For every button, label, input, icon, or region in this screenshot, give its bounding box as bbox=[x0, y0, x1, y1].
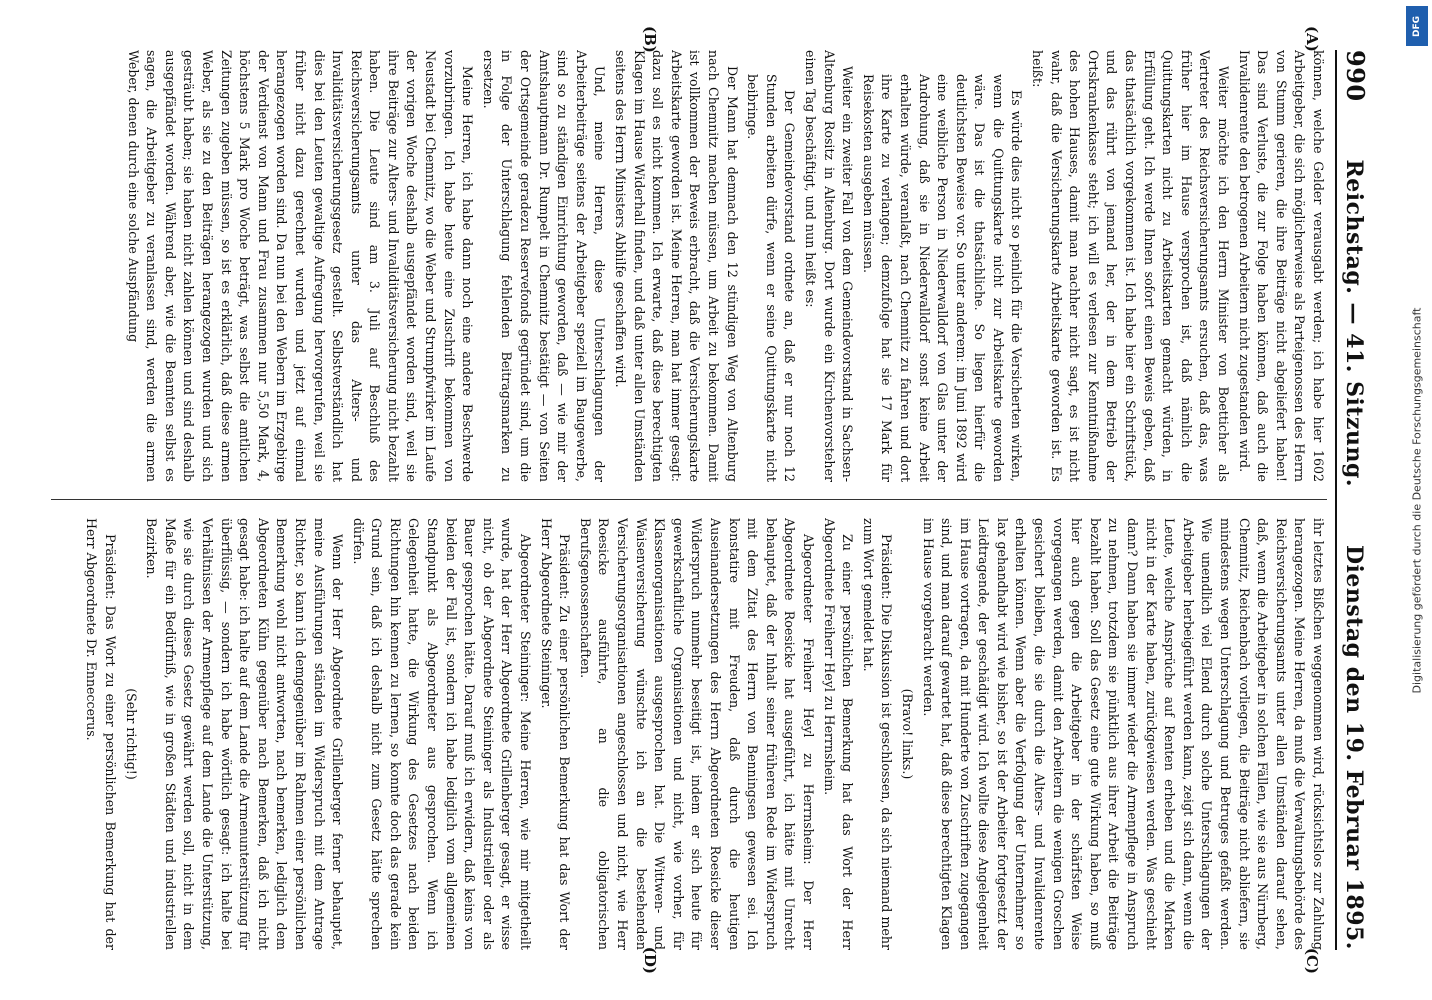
column-divider bbox=[51, 499, 1327, 500]
paragraph: Zu einer persönlichen Bemerkung hat das Wort der Herr Abgeordnete Freiherr Heyl zu Herrnsheim. bbox=[821, 518, 856, 950]
margin-mark-b: (B) bbox=[641, 26, 659, 53]
interjection: (Bravo! links.) bbox=[899, 688, 915, 780]
session-title: Reichstag. — 41. Sitzung. bbox=[1341, 159, 1367, 488]
paragraph: Meine Herren, ich habe dann noch eine andere Beschwerde vorzubringen. Ich habe heute eine Zuschrift bekommen von Neustadt bei Chemnitz, wo die Weber und Strumpfwirker im Laufe der vorigen Woche deshalb ausgepfändet worden sind, weil sie ihre Beiträge zur Alters- und Invaliditätsversicherung nicht bezahlt haben. Die Leute sind am 3. Juli auf Beschluß des Reichsversicherungsamts unter das Alters- und Invaliditätsversicherungsgesetz gestellt. Selbstverständlich hat dies bei den Leuten gewaltige Aufregung hervorgerufen, weil sie früher nicht dazu gerechnet wurden und jetzt auf einmal herangezogen worden sind. Da nun bei den Webern im Erzgebirge der Verdienst von Mann und Frau zusammen nur 5,50 Mark, 4, höchstens 5 Mark pro Woche beträgt, was selbst die amtlichen Zeitungen zugeben müssen, so ist es erklärlich, daß diese armen Weber, als sie zu den Beiträgen herangezogen wurden und sich gesträubt haben; sie haben nicht zahlen können und sind deshalb ausgepfändet worden. Während aber, wie die Beamten selbst es sagen, die Arbeitgeber zu veranlassen sind, werden die armen Weber, denen durch eine solche Auspfändung bbox=[125, 50, 476, 482]
paragraph: Weiter möchte ich den Herrn Minister von Boetticher als Vertreter des Reichsversicherungsamts ersuchen, daß das, was früher hier im Hause versprochen ist, daß nämlich die Quittungskarten nicht zu Arbeitskarten gemacht würden, in Erfüllung geht. Ich werde Ihnen sofort einen Beweis geben, daß das thatsächlich vorgekommen ist. Ich habe hier ein Schriftstück, und das rührt von jemand her, der in dem Betrieb der Ortskrankenkasse steht; ich will es verlesen zur Kenntnißnahme des hohen Hauses, damit man nachher nicht sagt, es ist nicht wahr, daß die Versicherungskarte Arbeitskarte geworden ist. Es heißt: bbox=[1030, 50, 1232, 482]
page-number: 990 bbox=[1341, 50, 1370, 102]
margin-mark-d: (D) bbox=[641, 946, 659, 974]
quoted-paragraph: Es würde dies nicht so peinlich für die Versicherten wirken, wenn die Quittungskarte nicht zur Arbeitskarte geworden wäre. Das ist die thatsächliche. So liegen hierfür die deutlichsten Beweise vor. So unter anderem: im Juni 1892 wird eine weibliche Person in Niederwalldorf von Glas unter der Androhung, daß sie in Niederwalldorf sonst keine Arbeit erhalten würde, veranlaßt, nach Chemnitz zu fahren und dort ihre Karte zu verlangen; demzufolge hat sie 17 Mark für Reisekosten ausgeben müssen. bbox=[860, 74, 1025, 482]
margin-mark-c: (C) bbox=[1303, 947, 1321, 974]
interjection: (Sehr richtig!) bbox=[123, 688, 139, 780]
paragraph: Abgeordneter Steininger: Meine Herren, wie mir mitgetheilt wurde, hat der Herr Abgeordnete Grillenberger gesagt, er wisse nicht, ob der Abgeordnete Steininger als Industrieller oder als Bauer gesprochen hätte. Darauf muß ich erwidern, daß keins von beiden der Fall ist, sondern ich habe lediglich vom allgemeinen Standpunkt als Abgeordneter aus gesprochen. Wenn ich Gelegenheit hatte, die Wirkung des Gesetzes nach beiden Richtungen hin kennen zu lernen, so konnte doch das gerade kein Grund sein, daß ich deshalb nicht zum Gesetz hätte sprechen dürfen. bbox=[350, 518, 534, 950]
quoted-paragraph: Der Gemeindevorstand ordnete an, daß er nur noch 12 Stunden arbeiten dürfe, wenn er seine Quittungskarte nicht beibringe. bbox=[745, 74, 798, 482]
left-column bbox=[51, 50, 1327, 482]
rotated-page bbox=[41, 20, 1391, 980]
paragraph: Wenn der Herr Abgeordnete Grillenberger ferner behauptet, meine Ausführungen ständen im Widerspruch mit dem Antrage Richter, so kann ich demgegenüber im Rahmen einer persönlichen Bemerkung wohl nicht antworten, nach bemerken, lediglich dem Abgeordneten Kühn gegenüber nach Bemerken, daß ich nicht gesagt habe: ich halte auf dem Lande die Armenunterstützung für überflüssig, — sondern ich habe wörtlich gesagt: ich halte bei Verhältnissen der Armenpflege auf dem Lande die Unterstützung, wie sie durch dieses Gesetz gewährt werden soll, nicht in dem Maße für ein Bedürfniß, wie in großen Städten und industriellen Bezirken. bbox=[144, 518, 346, 950]
credit-text: Digitalisierung gefördert durch die Deutsche Forschungsgemeinschaft bbox=[1410, 307, 1424, 693]
paragraph: ihr letztes Bißchen weggenommen wird, rücksichtslos zur Zahlung herangezogen. Meine Herren, da muß die Verwaltungsbehörde des Reichsversicherungsamts unter allen Umständen darauf sehen, daß, wenn die Arbeitgeber in solchen Fällen, wie sie aus Nürnberg, Chemnitz, Reichenbach vorliegen, die Beiträge nicht abliefern, sie mindestens wegen Unterschlagung und Betruges gefaßt werden. Wie unendlich viel Elend durch solche Unterschlagungen der Arbeitgeber herbeigeführt werden kann, zeigt sich dann, wenn die Leute, welche Ansprüche auf Renten erheben und die Marken nicht in der Karte haben, zurückgewiesen werden. Was geschieht dann? Dann haben sie immer wieder die Armenpflege in Anspruch zu nehmen, trotzdem sie pünktlich aus ihrer Arbeit die Beiträge bezahlt haben. Soll das Gesetz eine gute Wirkung haben, so muß hier auch gegen die Arbeitgeber in der schärfsten Weise vorgegangen werden, damit den Arbeitern die wenigen Groschen gesichert bleiben, die sie durch die Alters- und Invalidenrente erhalten können. Wenn aber die Verfolgung der Unternehmer so lax gehandhabt wird wie bisher, so ist der Arbeiter fortgesetzt der Leidtragende, der geschädigt wird. Ich wollte diese Angelegenheit im Hause vortragen, da mit Hunderte von Zuschriften zugegangen sind, und man darauf gewartet hat, daß diese berechtigten Klagen im Hause vorgebracht werden. bbox=[920, 518, 1326, 950]
paragraph: Abgeordneter Freiherr Heyl zu Herrnsheim: Der Herr Abgeordnete Roesicke hat ausgeführt, ich hätte mit Unrecht behauptet, daß der Inhalt seiner früheren Rede im Widerspruch mit dem Zitat des Herrn von Benningsen gewesen sei. Ich konstatire mit Freuden, daß durch die heutigen Auseinandersetzungen des Herrn Abgeordneten Roesicke dieser Widerspruch nunmehr beseitigt ist, indem er sich heute für gewerkschaftliche Organisationen und nicht, wie vorher, für Klassenorganisationen ausgesprochen hat. Die Wittwen- und Waisenversicherung wünschte ich an die bestehenden Versicherungsorganisationen angeschlossen und nicht, wie Herr Roesicke ausführte, an die obligatorischen Berufsgenossenschaften. bbox=[577, 518, 816, 950]
paragraph: Präsident: Zu einer persönlichen Bemerkung hat das Wort der Herr Abgeordnete Steininger. bbox=[538, 518, 573, 950]
header-rule bbox=[1335, 50, 1337, 950]
digitization-credit bbox=[1404, 30, 1430, 970]
paragraph: Weiter ein zweiter Fall von dem Gemeindevorstand in Sachsen-Altenburg Rositz in Altenburg. Dort wurde ein Kirchenvorsteher einen Tag beschäftigt, und nun heißt es: bbox=[802, 50, 856, 482]
paragraph: Präsident: Die Diskussion ist geschlossen, da sich niemand mehr zum Wort gemeldet hat. bbox=[860, 518, 895, 950]
paragraph: Präsident: Das Wort zu einer persönlichen Bemerkung hat der Herr Abgeordnete Dr. Enneccerus. bbox=[84, 518, 118, 950]
paragraph: können, welche Gelder verausgabt werden; ich habe hier 1602 Arbeitgeber, die sich möglicherweise als Parteigenossen des Herrn von Stumm gerieren, die ihre Beiträge nicht abgeliefert haben! Das sind Verluste, die zur Folge haben können, daß auch die Invalidenrente den betrogenen Arbeitern nicht zugestanden wird. bbox=[1236, 50, 1326, 482]
margin-mark-a: (A) bbox=[1303, 26, 1321, 52]
paragraph: Und, meine Herren, diese Unterschlagungen der Arbeiterbeiträge seitens der Arbeitgeber speziell im Baugewerbe, sind so zu ständigen Einrichtung geworden, daß — wie mir der Amtshauptmann Dr. Rumpelt in Chemnitz bestätigt — von Seiten der Ortsgemeinde geradezu Reservefonds gegründet sind, um die in Folge der Unterschlagung fehlenden Beitragsmarken zu ersetzen. bbox=[480, 50, 608, 482]
session-date: Dienstag den 19. Februar 1895. bbox=[1341, 544, 1367, 950]
paragraph: Der Mann hat demnach den 12 stündigen Weg von Altenburg nach Chemnitz machen müssen, um Arbeit zu bekommen. Damit ist vollkommen der Beweis erbracht, daß die Versicherungskarte Arbeitskarte geworden ist. Meine Herren, man hat immer gesagt: dazu soll es nicht kommen. Ich erwarte, daß diese berechtigten Klagen im Hause Widerhall finden, und daß unter allen Umständen seitens des Herrn Ministers Abhilfe geschaffen wird. bbox=[613, 50, 740, 482]
page-header bbox=[1341, 50, 1385, 950]
dfg-logo: DFG bbox=[1406, 6, 1428, 46]
right-column bbox=[51, 518, 1327, 950]
